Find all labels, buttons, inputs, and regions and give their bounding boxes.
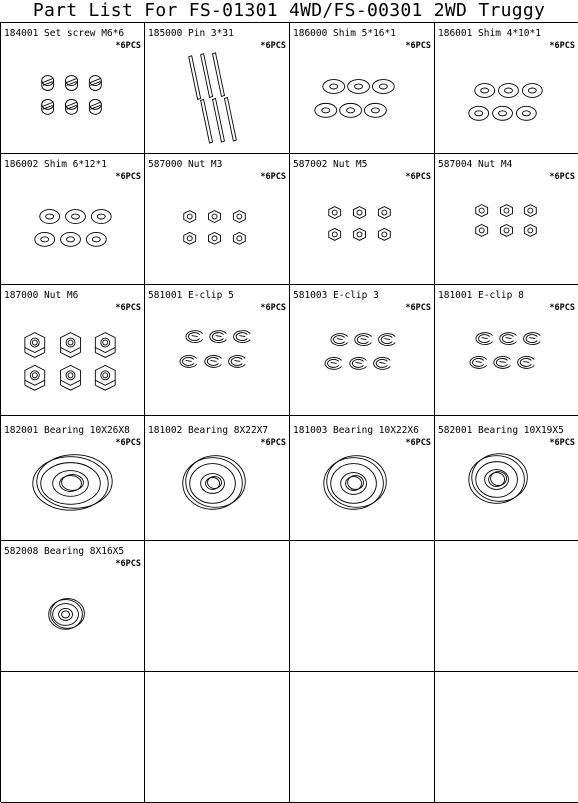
part-name: 185000 Pin 3*31 — [148, 28, 234, 39]
part-quantity: *6PCS — [260, 303, 286, 313]
part-cell-shim-5x16 — [290, 23, 435, 154]
empty-cell — [435, 672, 578, 803]
part-cell-pin — [145, 23, 290, 154]
part-name: 587000 Nut M3 — [148, 159, 223, 170]
empty-cell — [290, 541, 435, 672]
empty-cell — [435, 541, 578, 672]
shim-icon — [435, 23, 578, 153]
empty-cell — [145, 672, 290, 803]
parts-grid — [0, 22, 578, 802]
part-quantity: *6PCS — [405, 41, 431, 51]
part-cell-bearing-10x19x5 — [435, 416, 578, 541]
part-quantity: *6PCS — [260, 41, 286, 51]
part-cell-nut-m6 — [1, 285, 145, 416]
part-name: 582008 Bearing 8X16X5 — [4, 546, 125, 557]
empty-cell — [145, 541, 290, 672]
part-name: 582001 Bearing 10X19X5 — [438, 425, 564, 436]
part-cell-e-clip-8 — [435, 285, 578, 416]
bearing-icon — [1, 416, 144, 540]
nut-icon — [1, 285, 144, 415]
part-cell-e-clip-3 — [290, 285, 435, 416]
part-quantity: *6PCS — [405, 303, 431, 313]
e-clip-icon — [290, 285, 434, 415]
part-cell-nut-m4 — [435, 154, 578, 285]
part-cell-bearing-10x26x8 — [1, 416, 145, 541]
part-quantity: *6PCS — [549, 303, 575, 313]
empty-cell — [290, 672, 435, 803]
part-name: 581003 E-clip 3 — [293, 290, 379, 301]
part-name: 587004 Nut M4 — [438, 159, 513, 170]
part-quantity: *6PCS — [260, 438, 286, 448]
part-name: 581001 E-clip 5 — [148, 290, 234, 301]
part-quantity: *6PCS — [549, 438, 575, 448]
part-quantity: *6PCS — [115, 172, 141, 182]
part-cell-set-screw — [1, 23, 145, 154]
shim-icon — [1, 154, 144, 284]
nut-icon — [435, 154, 578, 284]
part-name: 181003 Bearing 10X22X6 — [293, 425, 419, 436]
part-name: 187000 Nut M6 — [4, 290, 79, 301]
part-quantity: *6PCS — [115, 41, 141, 51]
set-screw-icon — [1, 23, 144, 153]
part-name: 182001 Bearing 10X26X8 — [4, 425, 130, 436]
bearing-icon — [290, 416, 434, 540]
part-quantity: *6PCS — [115, 303, 141, 313]
nut-icon — [145, 154, 289, 284]
nut-icon — [290, 154, 434, 284]
part-cell-bearing-8x16x5 — [1, 541, 145, 672]
part-quantity: *6PCS — [115, 559, 141, 569]
part-name: 186001 Shim 4*10*1 — [438, 28, 541, 39]
part-name: 186000 Shim 5*16*1 — [293, 28, 396, 39]
part-cell-e-clip-5 — [145, 285, 290, 416]
part-cell-shim-6x12 — [1, 154, 145, 285]
part-cell-nut-m5 — [290, 154, 435, 285]
part-quantity: *6PCS — [260, 172, 286, 182]
bearing-icon — [145, 416, 289, 540]
bearing-icon — [1, 541, 144, 671]
part-cell-shim-4x10 — [435, 23, 578, 154]
e-clip-icon — [145, 285, 289, 415]
bearing-icon — [435, 416, 578, 540]
part-name: 184001 Set screw M6*6 — [4, 28, 125, 39]
part-quantity: *6PCS — [405, 172, 431, 182]
part-name: 181001 E-clip 8 — [438, 290, 524, 301]
pin-icon — [145, 23, 289, 153]
part-quantity: *6PCS — [405, 438, 431, 448]
part-name: 587002 Nut M5 — [293, 159, 368, 170]
part-name: 181002 Bearing 8X22X7 — [148, 425, 269, 436]
part-quantity: *6PCS — [549, 41, 575, 51]
part-cell-nut-m3 — [145, 154, 290, 285]
empty-cell — [1, 672, 145, 803]
part-quantity: *6PCS — [549, 172, 575, 182]
part-quantity: *6PCS — [115, 438, 141, 448]
page-title: Part List For FS-01301 4WD/FS-00301 2WD Truggy — [32, 0, 546, 21]
e-clip-icon — [435, 285, 578, 415]
part-cell-bearing-10x22x6 — [290, 416, 435, 541]
shim-icon — [290, 23, 434, 153]
part-name: 186002 Shim 6*12*1 — [4, 159, 107, 170]
part-cell-bearing-8x22x7 — [145, 416, 290, 541]
